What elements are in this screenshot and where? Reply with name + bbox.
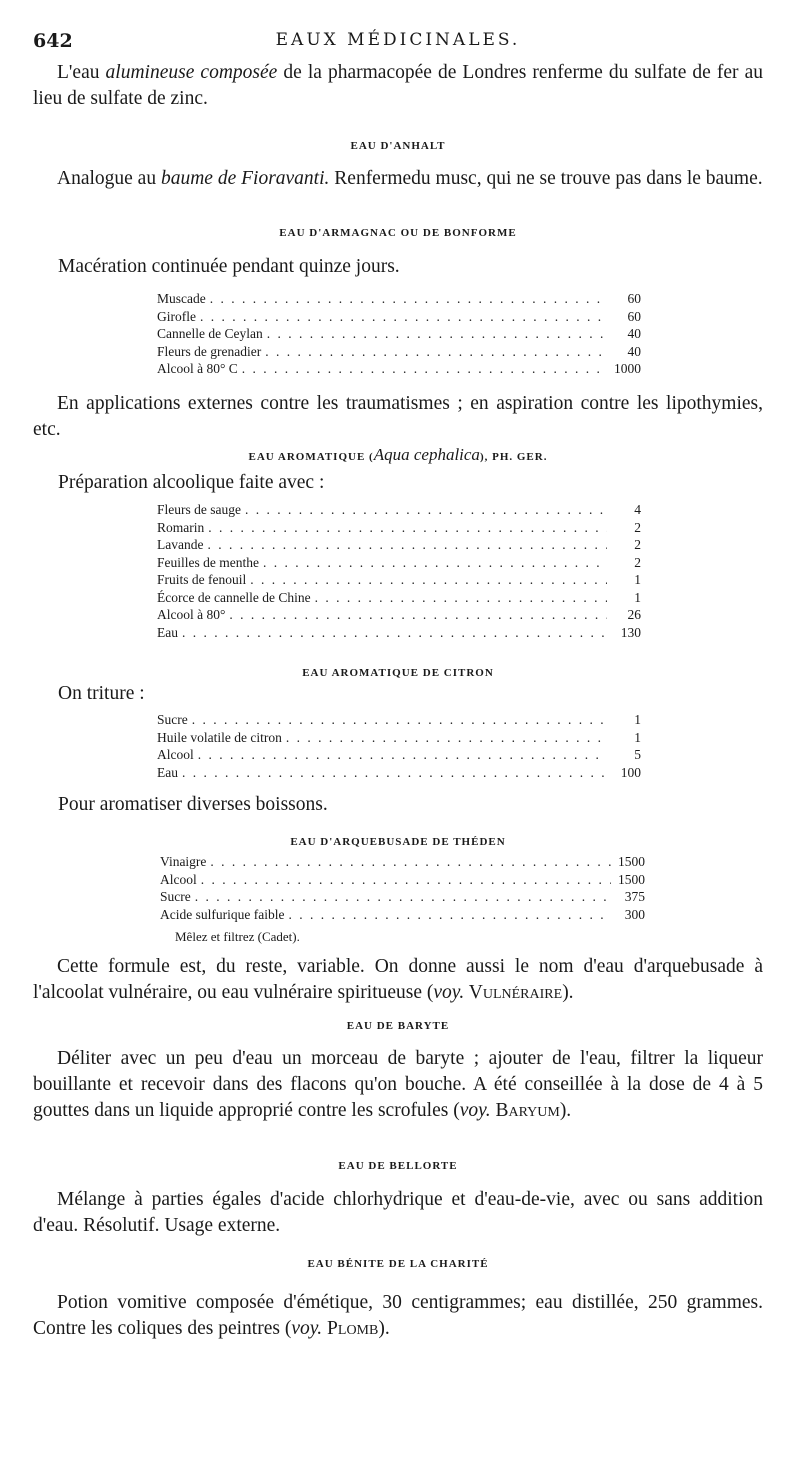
section-heading-arquebusade: EAU D'ARQUEBUSADE DE THÉDEN [290, 836, 506, 848]
leader-dots [265, 343, 607, 361]
ingredient-quantity: 4 [634, 502, 641, 517]
leader-dots [200, 308, 607, 326]
bellorte-paragraph: Mélange à parties égales d'acide chlorhydrique et d'eau-de-vie, avec ou sans addition d'eau. Résolutif. Usage externe. [33, 1189, 763, 1236]
leader-dots [192, 711, 607, 729]
ingredient-name: Lavande [157, 537, 204, 552]
section-heading-baryte: EAU DE BARYTE [346, 1020, 450, 1032]
emphasis: alumineuse composée [105, 62, 278, 83]
running-head [33, 30, 763, 56]
section-heading-citron: EAU AROMATIQUE DE CITRON [302, 667, 494, 679]
running-title: EAUX MÉDICINALES. [275, 30, 521, 50]
ingredient-row [157, 343, 641, 361]
ingredient-quantity: 40 [627, 343, 641, 359]
arquebusade-paragraph: Cette formule est, du reste, variable. On donne aussi le nom d'eau d'arquebusade à l'alcoolat vulnéraire, ou eau vulnéraire spiritueuse (voy. Vulnéraire). [33, 956, 763, 1003]
ingredient-name: Muscade [157, 291, 206, 306]
ingredient-row [157, 360, 641, 378]
ingredient-row [160, 871, 645, 889]
leader-dots [182, 764, 607, 782]
ingredient-name: Alcool à 80° C [157, 361, 238, 376]
ingredient-row [157, 536, 641, 554]
baryte-paragraph: Déliter avec un peu d'eau un morceau de baryte ; ajouter de l'eau, filtrer la liqueur bouillante et recevoir dans des flacons qu'on bouche. A été conseillée à la dose de 4 à 5 gouttes dans un liquide approprié contre les scrofules (voy. Baryum). [33, 1048, 763, 1121]
page-number: 642 [33, 30, 73, 52]
ingredient-row [157, 764, 641, 782]
ingredient-row [157, 624, 641, 642]
ingredient-name: Feuilles de menthe [157, 554, 259, 570]
anhalt-paragraph: Analogue au baume de Fioravanti. Renfermedu musc, qui ne se trouve pas dans le baume. [57, 168, 763, 189]
recipe-list-aromatique [157, 501, 641, 641]
leader-dots [288, 906, 611, 924]
leader-dots [201, 871, 611, 889]
recipe-list-citron [157, 711, 641, 781]
section-heading-armagnac: EAU D'ARMAGNAC OU DE BONFORME [279, 227, 517, 239]
ingredient-name: Fruits de fenouil [157, 572, 247, 587]
ingredient-name: Sucre [160, 889, 191, 904]
ingredient-quantity: 100 [620, 764, 641, 780]
ingredient-name: Eau [157, 624, 178, 640]
ingredient-row [157, 501, 641, 519]
section-heading-benite: EAU BÉNITE DE LA CHARITÉ [307, 1258, 489, 1270]
ingredient-name: Vinaigre [160, 854, 207, 869]
leader-dots [286, 729, 607, 747]
ingredient-quantity: 2 [634, 537, 641, 552]
ingredient-name: Écorce de cannelle de Chine [157, 589, 311, 605]
ingredient-name: Cannelle de Ceylan [157, 326, 263, 341]
section-heading-anhalt: EAU D'ANHALT [350, 140, 446, 152]
ingredient-row [157, 519, 641, 537]
leader-dots [267, 325, 607, 343]
ingredient-name: Fleurs de sauge [157, 502, 241, 517]
ingredient-name: Acide sulfurique faible [160, 906, 285, 922]
ingredient-quantity: 300 [624, 906, 645, 922]
ingredient-row [157, 571, 641, 589]
leader-dots [315, 589, 607, 607]
ingredient-name: Fleurs de grenadier [157, 343, 262, 359]
ingredient-row [157, 729, 641, 747]
ingredient-quantity: 60 [627, 291, 641, 306]
ingredient-row [160, 888, 645, 906]
ingredient-quantity: 2 [634, 554, 641, 570]
leader-dots [182, 624, 607, 642]
ingredient-quantity: 2 [634, 519, 641, 535]
ingredient-name: Alcool [157, 747, 194, 762]
leader-dots [208, 519, 607, 537]
ingredient-name: Huile volatile de citron [157, 729, 282, 745]
citron-usage: Pour aromatiser diverses boissons. [58, 794, 328, 815]
ingredient-quantity: 1000 [614, 361, 641, 376]
ingredient-quantity: 1 [634, 589, 641, 605]
ingredient-quantity: 1 [634, 572, 641, 587]
ingredient-quantity: 26 [627, 607, 641, 622]
armagnac-usage: En applications externes contre les traumatismes ; en aspiration contre les lipothymies, etc. [33, 393, 763, 440]
leader-dots [263, 554, 607, 572]
ingredient-name: Alcool [160, 871, 197, 887]
leader-dots [195, 888, 611, 906]
ingredient-quantity: 60 [627, 308, 641, 324]
section-heading-bellorte: EAU DE BELLORTE [338, 1160, 458, 1172]
leader-dots [242, 360, 607, 378]
ingredient-quantity: 1 [634, 729, 641, 745]
ingredient-row [157, 290, 641, 308]
section-heading-aromatique: EAU AROMATIQUE (Aqua cephalica), PH. GER. [248, 445, 548, 464]
ingredient-quantity: 1 [634, 712, 641, 727]
ingredient-name: Romarin [157, 519, 205, 535]
leader-dots [207, 536, 607, 554]
citron-intro: On triture : [58, 683, 145, 704]
leader-dots [250, 571, 607, 589]
recipe-list-arquebusade [160, 853, 645, 923]
ingredient-row [157, 589, 641, 607]
ingredient-row [157, 711, 641, 729]
ingredient-row [157, 554, 641, 572]
leader-dots [210, 853, 611, 871]
ingredient-quantity: 375 [624, 889, 645, 904]
ingredient-name: Sucre [157, 712, 188, 727]
ingredient-name: Eau [157, 764, 178, 780]
ingredient-quantity: 130 [620, 624, 641, 640]
recipe-note: Mêlez et filtrez (Cadet). [175, 929, 300, 944]
ingredient-row [160, 853, 645, 871]
ingredient-row [157, 325, 641, 343]
ingredient-row [157, 746, 641, 764]
ingredient-quantity: 5 [634, 747, 641, 762]
ingredient-row [157, 606, 641, 624]
leader-dots [210, 290, 607, 308]
recipe-list-armagnac [157, 290, 641, 378]
emphasis: baume de Fioravanti. [160, 168, 330, 189]
ingredient-name: Alcool à 80° [157, 607, 226, 622]
leader-dots [245, 501, 607, 519]
leader-dots [229, 606, 607, 624]
ingredient-name: Girofle [157, 308, 196, 324]
ingredient-row [160, 906, 645, 924]
leader-dots [198, 746, 607, 764]
ingredient-row [157, 308, 641, 326]
benite-paragraph: Potion vomitive composée d'émétique, 30 centigrammes; eau distillée, 250 grammes. Contre les coliques des peintres (voy. Plomb). [33, 1292, 763, 1339]
ingredient-quantity: 1500 [618, 871, 645, 887]
intro-paragraph: L'eau alumineuse composée de la pharmacopée de Londres renferme du sulfate de fer au lieu de sulfate de zinc. [33, 62, 763, 109]
ingredient-quantity: 40 [627, 326, 641, 341]
armagnac-intro: Macération continuée pendant quinze jours. [58, 256, 400, 277]
ingredient-quantity: 1500 [618, 854, 645, 869]
aromatique-intro: Préparation alcoolique faite avec : [58, 472, 325, 493]
